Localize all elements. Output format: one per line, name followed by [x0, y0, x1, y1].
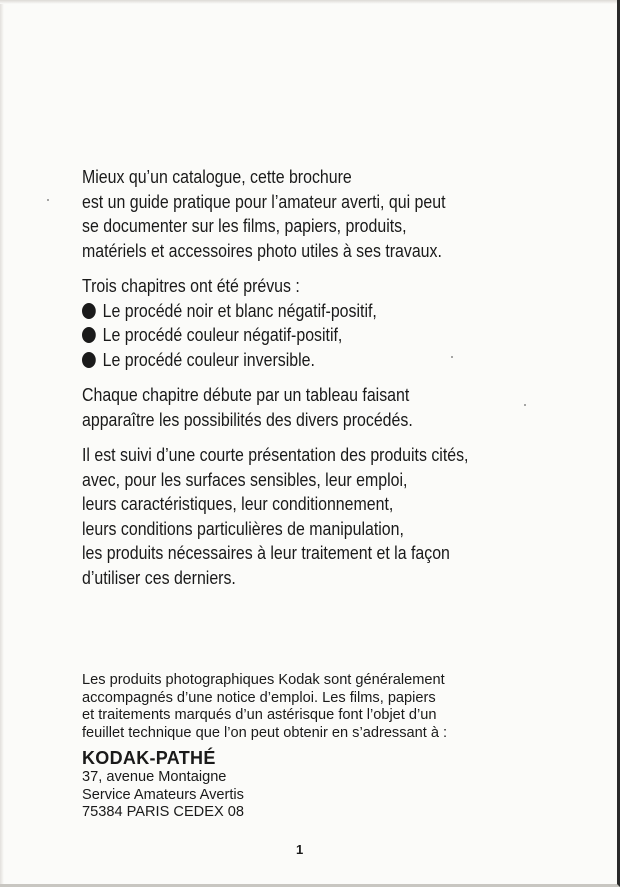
list-item	[82, 299, 564, 324]
text-line: matériels et accessoires photo utiles à ses travaux.	[82, 239, 442, 261]
list-item-label: Le procédé couleur négatif-positif,	[102, 324, 343, 345]
text-line: Il est suivi d’une courte présentation des produits cités,	[82, 444, 469, 465]
list-item-label: Le procédé couleur inversible.	[102, 348, 315, 370]
list-item-label: Le procédé noir et blanc négatif-positif,	[102, 299, 377, 321]
intro-paragraph	[82, 165, 564, 263]
notice-line: et traitements marqués d’un astérisque font l’objet d’un	[82, 707, 437, 723]
page-number: 1	[296, 842, 304, 857]
company-name: KODAK-PATHÉ	[82, 748, 216, 768]
list-item	[82, 323, 564, 348]
text-line: les produits nécessaires à leur traitement et la façon	[82, 542, 450, 563]
list-item	[82, 348, 564, 373]
text-line: Chaque chapitre débute par un tableau faisant	[82, 384, 410, 405]
text-line: leurs conditions particulières de manipulation,	[82, 517, 404, 539]
bullet-icon	[82, 303, 96, 319]
text-line: avec, pour les surfaces sensibles, leur emploi,	[82, 468, 408, 490]
chapters-heading	[82, 274, 564, 299]
text-line: leurs caractéristiques, leur conditionnement,	[82, 493, 394, 514]
text-line: Trois chapitres ont été prévus :	[82, 275, 300, 296]
main-text	[82, 165, 564, 601]
footer-notice	[82, 672, 447, 822]
page-edge-shadow-top	[0, 0, 620, 4]
text-line: Mieux qu’un catalogue, cette brochure	[82, 166, 352, 187]
text-line: d’utiliser ces derniers.	[82, 566, 236, 588]
bullet-icon	[82, 352, 96, 368]
page-edge-shadow-left	[0, 0, 4, 887]
notice-line: Les produits photographiques Kodak sont généralement	[82, 672, 445, 688]
notice-line: feuillet technique que l’on peut obtenir en s’adressant à :	[82, 724, 448, 741]
presentation-paragraph	[82, 443, 564, 590]
chapters-list	[82, 299, 564, 373]
address-line: 37, avenue Montaigne	[82, 769, 227, 785]
paper-speck	[47, 199, 49, 201]
notice-line: accompagnés d’une notice d’emploi. Les films, papiers	[82, 689, 436, 706]
address-line: 75384 PARIS CEDEX 08	[82, 804, 244, 820]
text-line: apparaître les possibilités des divers procédés.	[82, 408, 413, 430]
table-paragraph	[82, 383, 564, 432]
address-line: Service Amateurs Avertis	[82, 786, 244, 803]
bullet-icon	[82, 327, 96, 343]
text-line: se documenter sur les films, papiers, produits,	[82, 215, 407, 236]
text-line: est un guide pratique pour l’amateur averti, qui peut	[82, 190, 446, 212]
